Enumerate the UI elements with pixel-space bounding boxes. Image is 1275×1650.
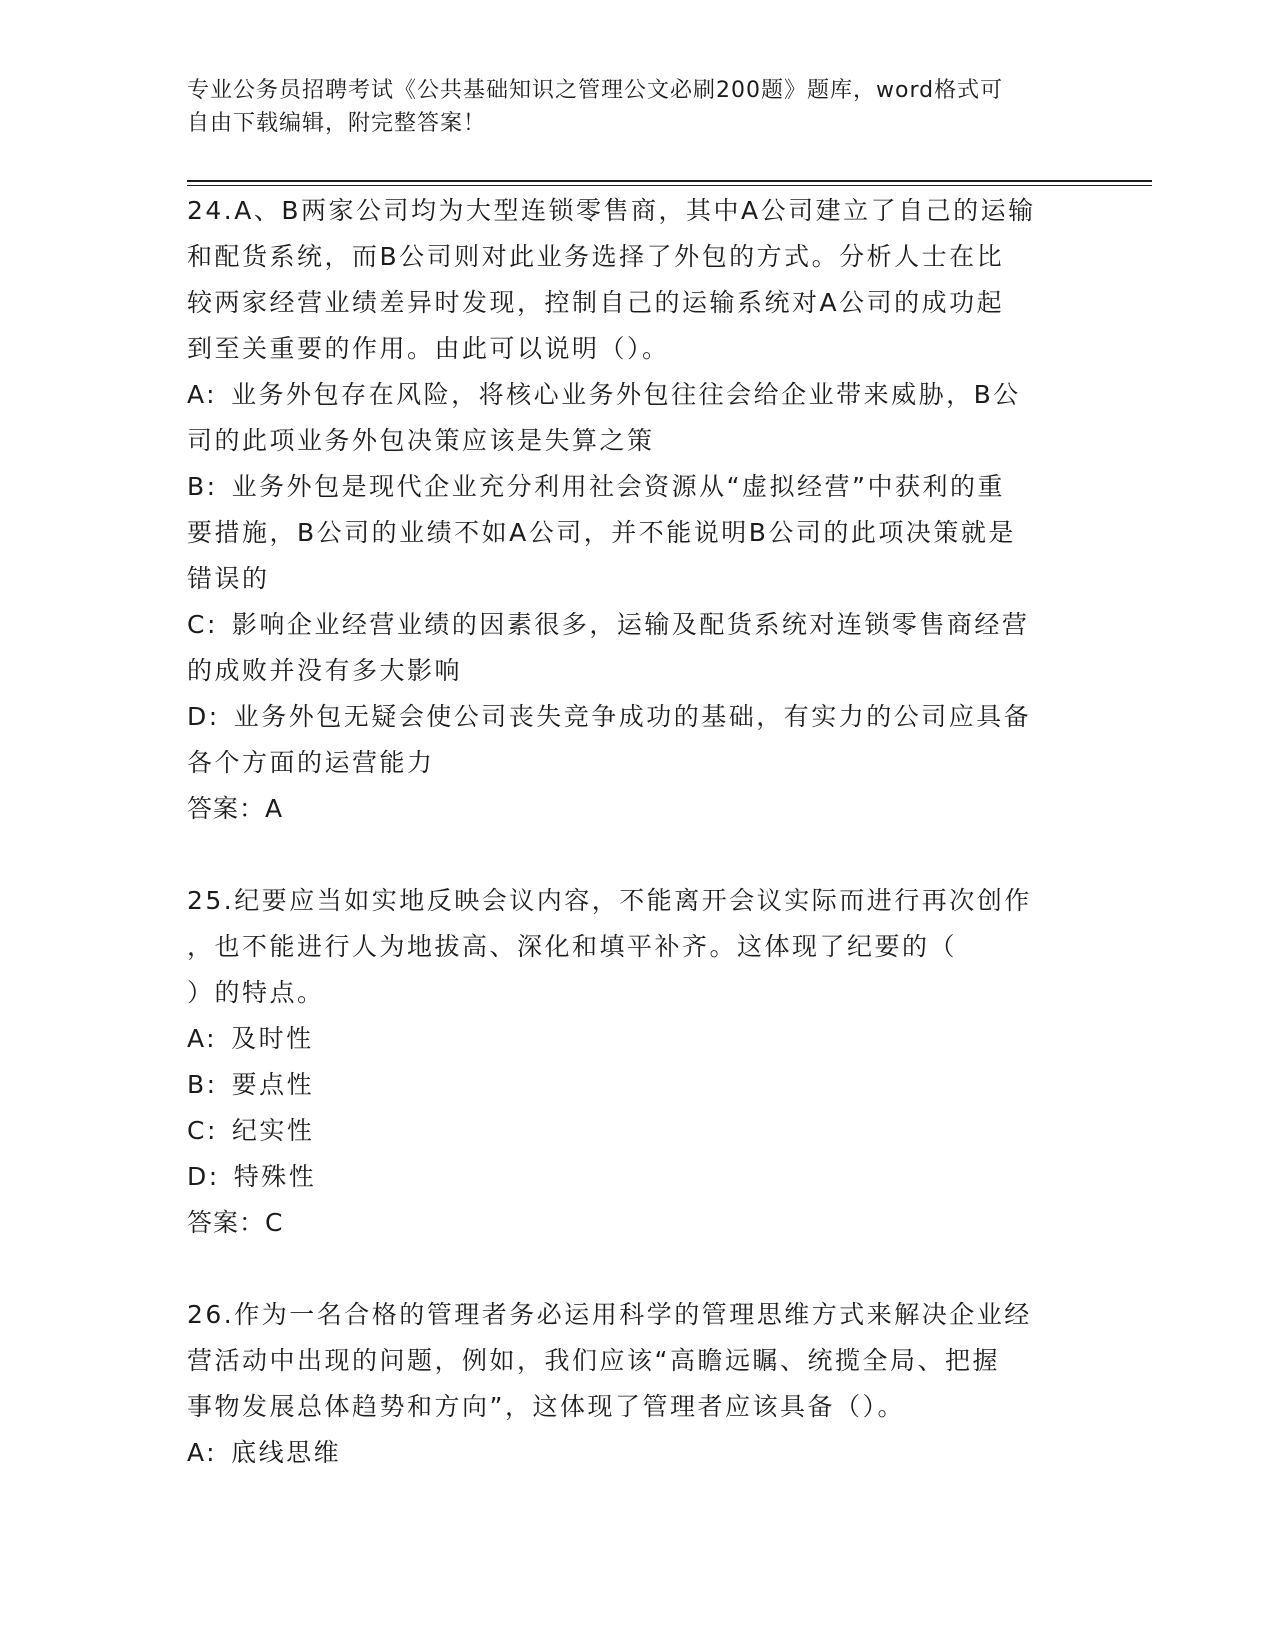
option-text: 司的此项业务外包决策应该是失算之策 [187, 426, 655, 455]
question-stem-line: 到至关重要的作用。由此可以说明（）。 [187, 334, 670, 363]
option-letter: D: [187, 1162, 220, 1191]
question-gap [187, 1246, 1087, 1292]
option-line [187, 510, 1087, 556]
option-line [187, 464, 1087, 510]
option-line [187, 372, 1087, 418]
option-text: 业务外包无疑会使公司丧失竞争成功的基础，有实力的公司应具备 [233, 702, 1032, 731]
option-text: 特殊性 [233, 1162, 317, 1191]
option-letter: C: [187, 610, 218, 639]
option-letter: B: [187, 472, 218, 501]
option-text: 业务外包是现代企业充分利用社会资源从“虚拟经营”中获利的重 [231, 472, 1005, 501]
question-stem-line: 25.纪要应当如实地反映会议内容，不能离开会议实际而进行再次创作 [187, 886, 1032, 915]
header-rule-thin [187, 185, 1152, 186]
option-letter: D: [187, 702, 220, 731]
option-line [187, 648, 1087, 694]
option-text: 的成败并没有多大影响 [187, 656, 463, 685]
question-list [187, 188, 1087, 1476]
question-block [187, 1292, 1087, 1476]
question-stem-line: ，也不能进行人为地拔高、深化和填平补齐。这体现了纪要的（ [187, 932, 958, 961]
option-line [187, 1062, 1087, 1108]
option-line [187, 1108, 1087, 1154]
option-letter: C: [187, 1116, 218, 1145]
header-title-line-2: 自由下载编辑，附完整答案！ [187, 111, 487, 136]
option-text: 影响企业经营业绩的因素很多，运输及配货系统对连锁零售商经营 [231, 610, 1030, 639]
option-line [187, 740, 1087, 786]
option-line [187, 694, 1087, 740]
option-text: 及时性 [231, 1024, 314, 1053]
option-text: 错误的 [187, 564, 270, 593]
option-text: 纪实性 [231, 1116, 315, 1145]
question-gap [187, 832, 1087, 878]
option-text: 要点性 [231, 1070, 315, 1099]
option-text: 要措施，B公司的业绩不如A公司，并不能说明B公司的此项决策就是 [187, 518, 1016, 547]
question-block [187, 878, 1087, 1246]
option-line [187, 418, 1087, 464]
option-letter: A: [187, 1438, 218, 1467]
option-letter: A: [187, 380, 218, 409]
question-stem-line: 事物发展总体趋势和方向”，这体现了管理者应该具备（）。 [187, 1392, 905, 1421]
option-line [187, 1430, 1087, 1476]
answer-line: 答案：C [187, 1208, 284, 1237]
header-rule-thick [187, 180, 1152, 182]
question-stem-line: 24.A、B两家公司均为大型连锁零售商，其中A公司建立了自己的运输 [187, 196, 1036, 225]
document-header [187, 74, 1087, 140]
question-stem-line: 和配货系统，而B公司则对此业务选择了外包的方式。分析人士在比 [187, 242, 1005, 271]
question-stem-line: 26.作为一名合格的管理者务必运用科学的管理思维方式来解决企业经 [187, 1300, 1032, 1329]
option-line [187, 602, 1087, 648]
option-letter: B: [187, 1070, 218, 1099]
option-line [187, 1016, 1087, 1062]
option-line [187, 556, 1087, 602]
header-title-line-1: 专业公务员招聘考试《公共基础知识之管理公文必刷200题》题库，word格式可 [187, 78, 1004, 103]
question-stem-line: ）的特点。 [187, 978, 325, 1007]
option-text: 各个方面的运营能力 [187, 748, 435, 777]
answer-line: 答案：A [187, 794, 284, 823]
question-stem-line: 营活动中出现的问题，例如，我们应该“高瞻远瞩、统揽全局、把握 [187, 1346, 1000, 1375]
option-text: 业务外包存在风险，将核心业务外包往往会给企业带来威胁，B公 [231, 380, 1021, 409]
option-text: 底线思维 [231, 1438, 342, 1467]
question-stem-line: 较两家经营业绩差异时发现，控制自己的运输系统对A公司的成功起 [187, 288, 1005, 317]
option-letter: A: [187, 1024, 218, 1053]
question-block [187, 188, 1087, 832]
option-line [187, 1154, 1087, 1200]
